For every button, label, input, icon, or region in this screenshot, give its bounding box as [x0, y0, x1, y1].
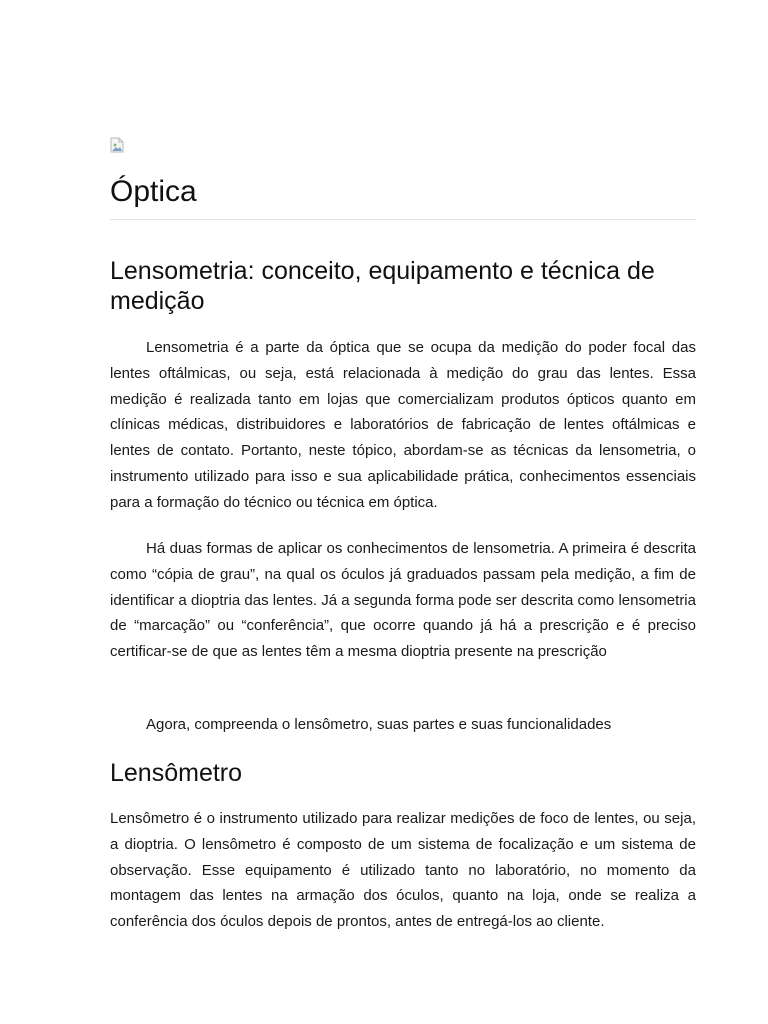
paragraph-lensometria-intro: Lensometria é a parte da óptica que se ocupa da medição do poder focal das lentes oftálmicas, ou seja, está relacionada à medição do grau das lentes. Essa medição é realizada tanto em lojas que comercializam produtos ópticos quanto em clínicas médicas, distribuidores e laboratórios de fabricação de lentes oftálmicas e lentes de contato. Portanto, neste tópico, abordam-se as técnicas da lensometria, o instrumento utilizado para isso e sua aplicabilidade prática, conhecimentos essenciais para a formação do técnico ou técnica em óptica.: [110, 339, 696, 511]
subsection-heading: Lensômetro: [110, 759, 243, 787]
title-divider: [110, 219, 696, 220]
broken-image-icon: [110, 137, 124, 153]
paragraph-lensometro: Lensômetro é o instrumento utilizado para realizar medições de foco de lentes, ou seja, a dioptria. O lensômetro é composto de um sistema de focalização e um sistema de observação. Esse equipamento é utilizado tanto no laboratório, no momento da montagem das lentes na armação dos óculos, quanto na loja, onde se realiza a conferência dos óculos depois de prontos, antes de entregá-los ao cliente.: [110, 810, 696, 931]
section-heading: Lensometria: conceito, equipamento e técnica de medição: [110, 257, 655, 315]
page-title: Óptica: [110, 175, 197, 208]
paragraph-formas-aplicacao: Há duas formas de aplicar os conhecimentos de lensometria. A primeira é descrita como “cópia de grau”, na qual os óculos já graduados passam pela medição, a fim de identificar a dioptria das lentes. Já a segunda forma pode ser descrita como lensometria de “marcação” ou “conferência”, que ocorre quando já há a prescrição e é preciso certificar-se de que as lentes têm a mesma dioptria presente na prescrição: [110, 540, 696, 661]
paragraph-compreenda: Agora, compreenda o lensômetro, suas partes e suas funcionalidades: [146, 716, 612, 733]
